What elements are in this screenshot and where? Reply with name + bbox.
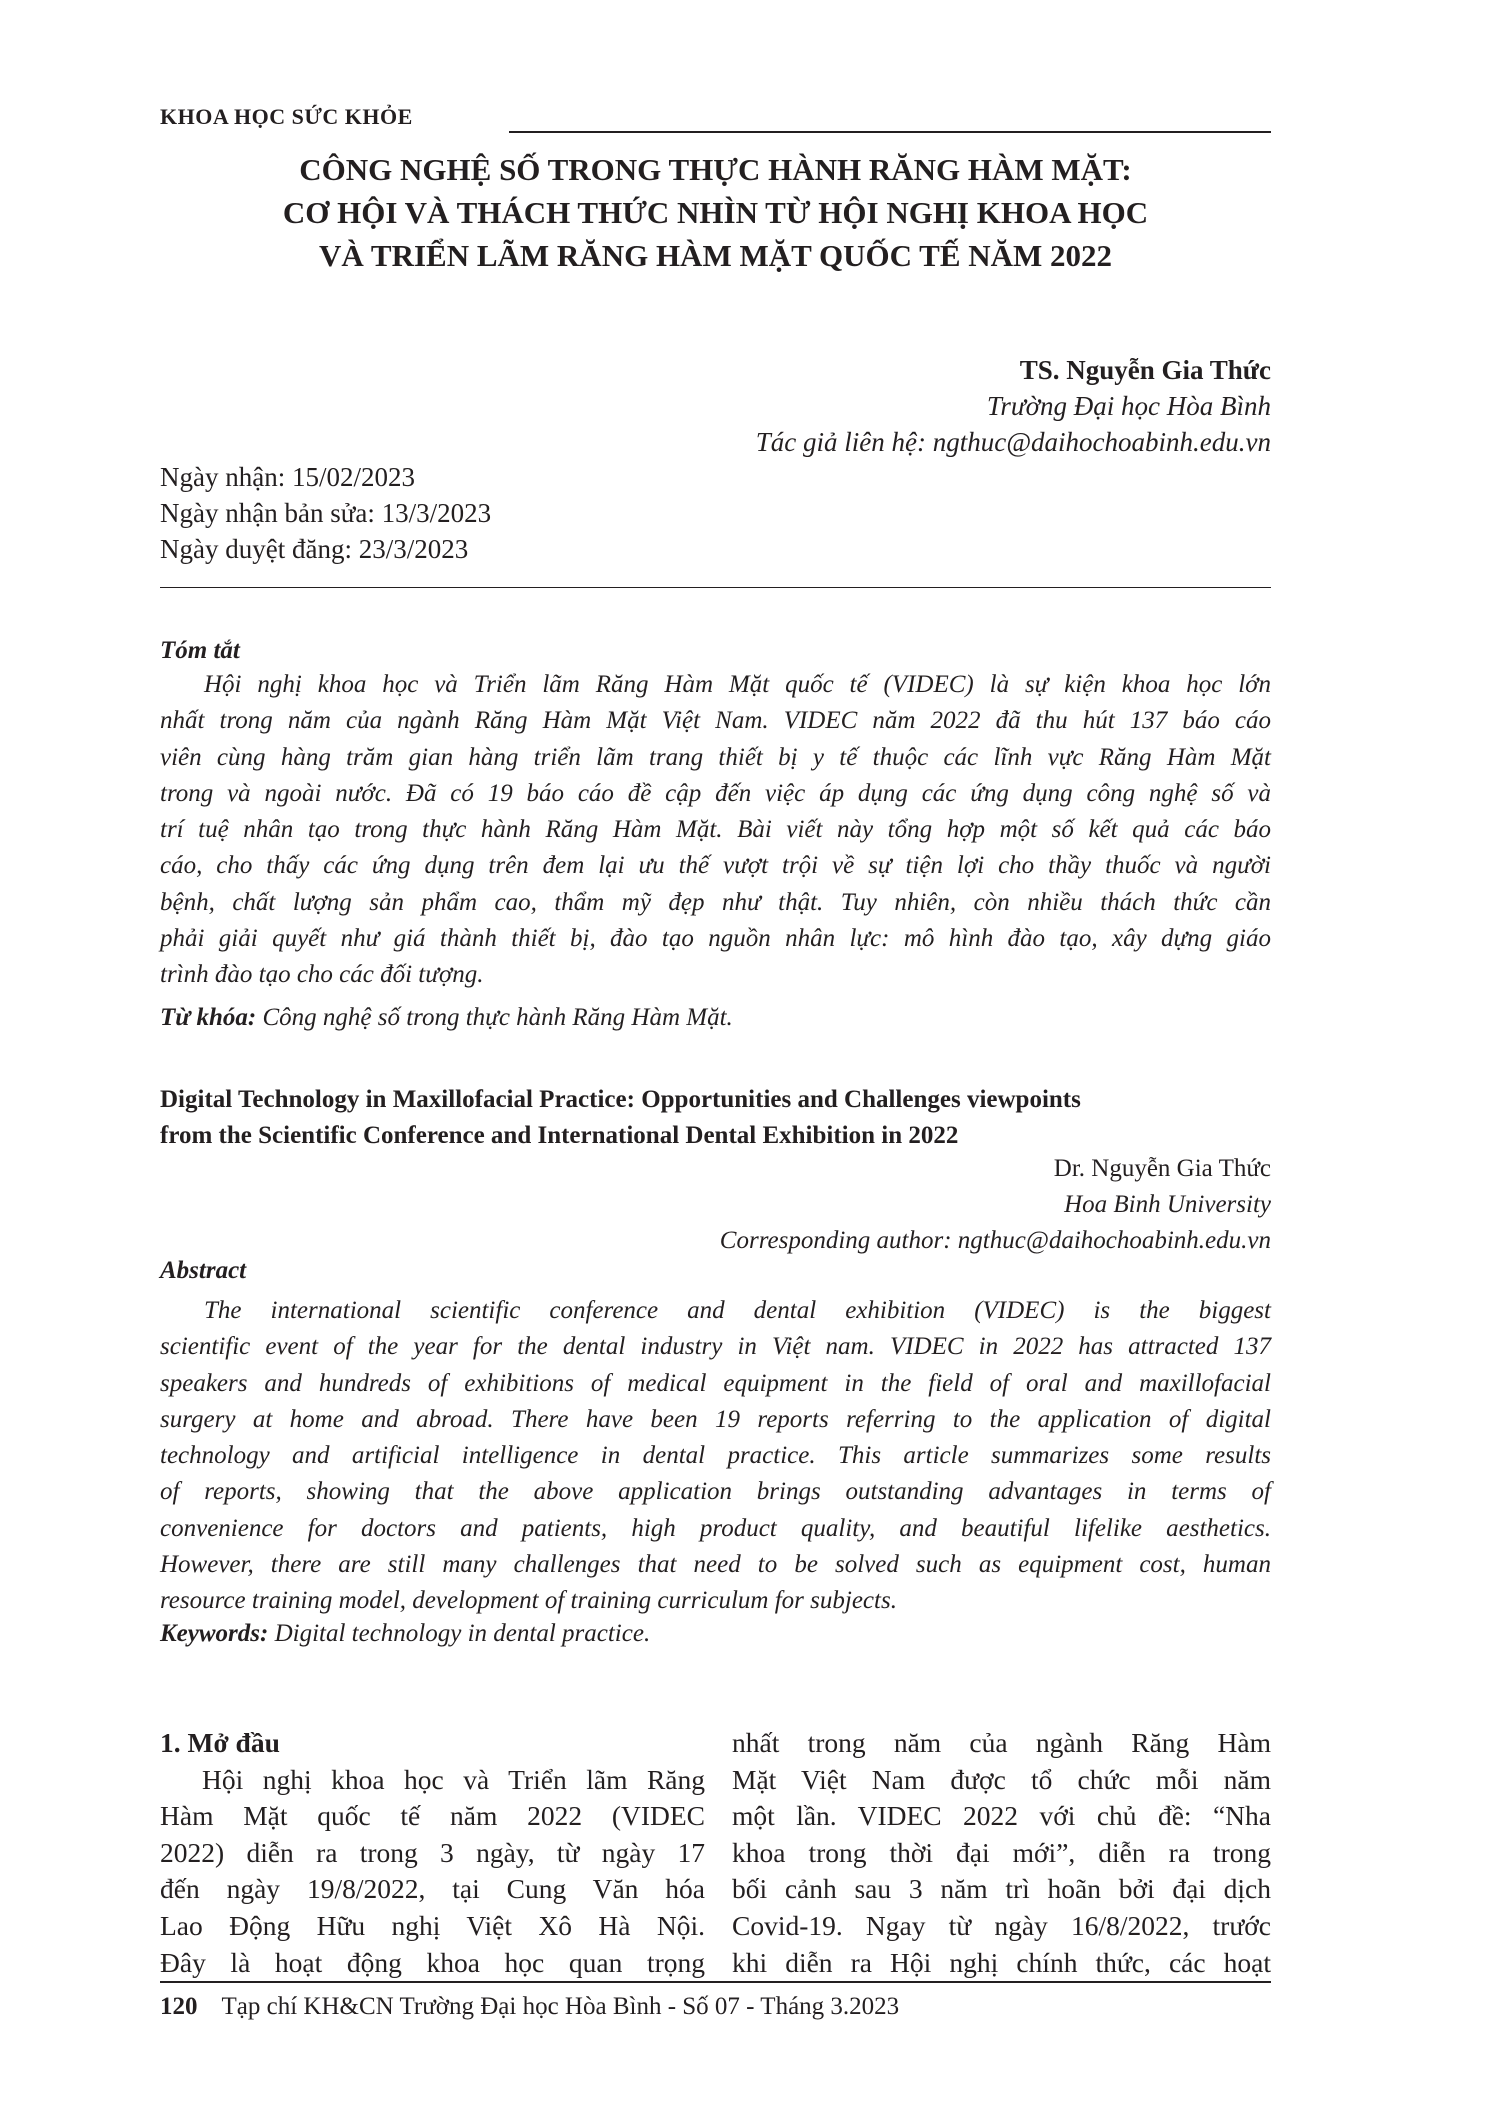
section-heading: 1. Mở đầu: [160, 1727, 280, 1758]
english-author-name: Dr. Nguyễn Gia Thức: [1053, 1155, 1271, 1182]
body-line: Hàm Mặt quốc tế năm 2022 (VIDEC: [160, 1800, 705, 1832]
keywords-vi: [160, 1004, 733, 1032]
abstract-line: bệnh, chất lượng sản phẩm cao, thẩm mỹ đẹp như thật. Tuy nhiên, còn nhiều thách thức cần: [160, 888, 1271, 916]
english-contact: Corresponding author: ngthuc@daihochoabinh.edu.vn: [719, 1227, 1271, 1254]
submission-dates: [160, 459, 491, 567]
abstract-line: nhất trong năm của ngành Răng Hàm Mặt Việt Nam. VIDEC năm 2022 đã thu hút 137 báo cáo: [160, 707, 1271, 735]
abstract-line: scientific event of the year for the dental industry in Việt nam. VIDEC in 2022 has attracted 137: [160, 1333, 1271, 1361]
section-label: KHOA HỌC SỨC KHỎE: [160, 104, 413, 129]
abstract-line: of reports, showing that the above application brings outstanding advantages in terms of: [160, 1478, 1271, 1506]
abstract-line: convenience for doctors and patients, high product quality, and beautiful lifelike aesthetics.: [160, 1514, 1271, 1542]
abstract-line: trí tuệ nhân tạo trong thực hành Răng Hàm Mặt. Bài viết này tổng hợp một số kết quả các báo: [160, 816, 1271, 844]
abstract-line: However, there are still many challenges that need to be solved such as equipment cost, human: [160, 1551, 1271, 1579]
title-line: VÀ TRIỂN LÃM RĂNG HÀM MẶT QUỐC TẾ NĂM 2022: [318, 238, 1113, 273]
body-line: bối cảnh sau 3 năm trì hoãn bởi đại dịch: [732, 1873, 1271, 1905]
author-block: [756, 352, 1271, 460]
date-received: Ngày nhận: 15/02/2023: [160, 462, 415, 492]
keywords-vi-text: Công nghệ số trong thực hành Răng Hàm Mặt.: [256, 1004, 733, 1031]
keywords-en-text: Digital technology in dental practice.: [268, 1620, 651, 1647]
body-line: Hội nghị khoa học và Triển lãm Răng: [202, 1763, 705, 1795]
author-affiliation: Trường Đại học Hòa Bình: [986, 391, 1271, 421]
body-line: 2022) diễn ra trong 3 ngày, từ ngày 17: [160, 1836, 705, 1868]
divider: [160, 587, 1271, 588]
abstract-line: trong và ngoài nước. Đã có 19 báo cáo đề cập đến việc áp dụng các ứng dụng công nghệ số và: [160, 779, 1271, 807]
date-accepted: Ngày duyệt đăng: 23/3/2023: [160, 534, 469, 564]
abstract-vi-body: [160, 667, 1271, 994]
body-column-right: [732, 1725, 1271, 1981]
keywords-en-label: Keywords:: [160, 1620, 269, 1647]
keywords-en: [160, 1620, 650, 1648]
english-author-block: [720, 1151, 1271, 1259]
header-rule: [509, 131, 1271, 133]
body-line: Mặt Việt Nam được tổ chức mỗi năm: [732, 1763, 1271, 1795]
english-title: [160, 1082, 1271, 1154]
body-line: Lao Động Hữu nghị Việt Xô Hà Nội.: [160, 1909, 705, 1941]
english-affiliation: Hoa Binh University: [1064, 1191, 1271, 1218]
body-column-left: [160, 1725, 705, 1981]
abstract-vi-heading: Tóm tắt: [160, 637, 240, 664]
keywords-vi-label: Từ khóa:: [160, 1004, 257, 1031]
body-line: khoa trong thời đại mới”, diễn ra trong: [732, 1836, 1271, 1868]
abstract-line: The international scientific conference and dental exhibition (VIDEC) is the biggest: [204, 1297, 1271, 1324]
abstract-line: viên cùng hàng trăm gian hàng triển lãm trang thiết bị y tế thuộc các lĩnh vực Răng Hàm Mặt: [160, 743, 1271, 771]
body-line: đến ngày 19/8/2022, tại Cung Văn hóa: [160, 1873, 705, 1905]
abstract-line: speakers and hundreds of exhibitions of medical equipment in the field of oral and maxillofacial: [160, 1369, 1271, 1397]
body-line: nhất trong năm của ngành Răng Hàm: [732, 1727, 1271, 1758]
abstract-line: resource training model, development of training curriculum for subjects.: [160, 1587, 897, 1615]
author-name: TS. Nguyễn Gia Thức: [1019, 355, 1271, 385]
page-number: 120: [160, 1993, 198, 2020]
page-footer: [160, 1993, 899, 2021]
title-line: CÔNG NGHỆ SỐ TRONG THỰC HÀNH RĂNG HÀM MẶT:: [299, 152, 1132, 187]
abstract-line: phải giải quyết như giá thành thiết bị, đào tạo nguồn nhân lực: mô hình đào tạo, xây dựng giáo: [160, 925, 1271, 953]
english-title-line: Digital Technology in Maxillofacial Practice: Opportunities and Challenges viewpoints: [160, 1086, 1081, 1113]
abstract-en-heading: Abstract: [160, 1257, 247, 1284]
english-title-line: from the Scientific Conference and International Dental Exhibition in 2022: [160, 1122, 959, 1149]
abstract-line: cáo, cho thấy các ứng dụng trên đem lại ưu thế vượt trội về sự tiện lợi cho thầy thuốc và người: [160, 852, 1271, 880]
article-title: [160, 148, 1271, 277]
author-contact: Tác giả liên hệ: ngthuc@daihochoabinh.edu.vn: [755, 427, 1271, 457]
title-line: CƠ HỘI VÀ THÁCH THỨC NHÌN TỪ HỘI NGHỊ KHOA HỌC: [282, 195, 1149, 230]
date-revised: Ngày nhận bản sửa: 13/3/2023: [160, 498, 492, 528]
journal-name: Tạp chí KH&CN Trường Đại học Hòa Bình - Số 07 - Tháng 3.2023: [221, 1993, 900, 2020]
body-line: khi diễn ra Hội nghị chính thức, các hoạt: [732, 1946, 1271, 1978]
abstract-line: trình đào tạo cho các đối tượng.: [160, 961, 484, 989]
body-line: Đây là hoạt động khoa học quan trọng: [160, 1946, 705, 1978]
abstract-line: technology and artificial intelligence in dental practice. This article summarizes some results: [160, 1442, 1271, 1470]
footer-rule: [160, 1981, 1271, 1983]
body-line: một lần. VIDEC 2022 với chủ đề: “Nha: [732, 1800, 1271, 1832]
body-line: Covid-19. Ngay từ ngày 16/8/2022, trước: [732, 1909, 1271, 1941]
abstract-en-body: [160, 1293, 1271, 1620]
abstract-line: Hội nghị khoa học và Triển lãm Răng Hàm Mặt quốc tế (VIDEC) là sự kiện khoa học lớn: [204, 671, 1271, 698]
abstract-line: surgery at home and abroad. There have been 19 reports referring to the application of digital: [160, 1405, 1271, 1433]
